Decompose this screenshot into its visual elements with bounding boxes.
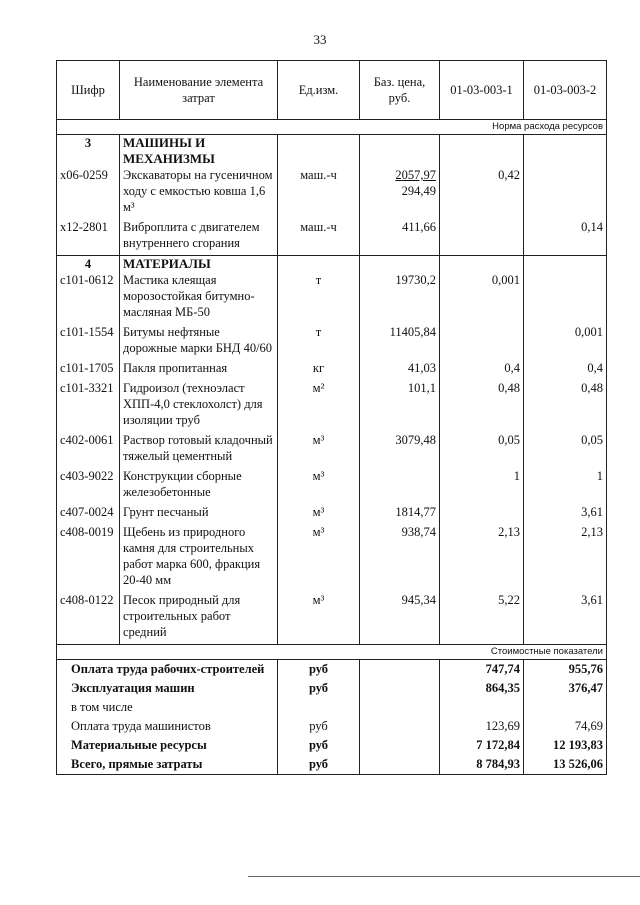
total-unit: руб (278, 717, 360, 736)
total-row (57, 679, 607, 698)
empty-cell (278, 256, 360, 273)
empty-cell (278, 135, 360, 168)
total-label: Материальные ресурсы (57, 736, 278, 755)
empty-cell (440, 256, 524, 273)
norm-note: Норма расхода ресурсов (57, 120, 607, 135)
resource-price: 3079,48 (360, 432, 440, 464)
empty-cell (360, 256, 440, 273)
table-row (57, 524, 607, 588)
section-title: МАТЕРИАЛЫ (120, 256, 278, 273)
section-title: МАШИНЫ И МЕХАНИЗМЫ (120, 135, 278, 168)
section-header-row (57, 135, 607, 168)
resource-price: 411,66 (360, 219, 440, 251)
resource-table (56, 60, 607, 775)
resource-code: с101-3321 (57, 380, 120, 428)
norm-value-1: 0,48 (440, 380, 524, 428)
total-value-1 (440, 698, 524, 717)
total-value-2: 74,69 (524, 717, 607, 736)
resource-code: х12-2801 (57, 219, 120, 251)
resource-price: 938,74 (360, 524, 440, 588)
table-row (57, 167, 607, 215)
resource-unit: м³ (278, 504, 360, 520)
resource-unit: т (278, 324, 360, 356)
norm-value-2 (524, 272, 607, 320)
price-secondary: 294,49 (401, 184, 436, 198)
norm-value-2: 0,001 (524, 324, 607, 356)
table-row (57, 219, 607, 251)
header-name: Наименование элемента затрат (120, 61, 278, 120)
resource-code: с101-0612 (57, 272, 120, 320)
norm-value-1: 1 (440, 468, 524, 500)
empty-cell (360, 717, 440, 736)
total-label: Оплата труда рабочих-строителей (57, 660, 278, 680)
table-row (57, 272, 607, 320)
header-col1: 01-03-003-1 (440, 61, 524, 120)
price-main: 2057,97 (395, 168, 436, 182)
table-row (57, 360, 607, 376)
total-unit: руб (278, 660, 360, 680)
resource-name: Гидроизол (техноэласт ХПП-4,0 стеклохолст) для изоляции труб (120, 380, 278, 428)
section-header-row (57, 256, 607, 273)
resource-code: с403-9022 (57, 468, 120, 500)
resource-name: Конструкции сборные железобетонные (120, 468, 278, 500)
norm-value-1: 0,05 (440, 432, 524, 464)
resource-unit: м³ (278, 432, 360, 464)
resource-price (360, 167, 440, 215)
total-unit (278, 698, 360, 717)
total-value-1: 747,74 (440, 660, 524, 680)
total-row (57, 755, 607, 775)
resource-name: Песок природный для строительных работ средний (120, 592, 278, 640)
total-value-2: 12 193,83 (524, 736, 607, 755)
empty-cell (524, 256, 607, 273)
resource-code: с101-1705 (57, 360, 120, 376)
resource-name: Пакля пропитанная (120, 360, 278, 376)
total-label: Эксплуатация машин (57, 679, 278, 698)
empty-cell (360, 135, 440, 168)
norm-value-2: 0,05 (524, 432, 607, 464)
norm-value-1: 0,42 (440, 167, 524, 215)
norm-value-2: 3,61 (524, 504, 607, 520)
norm-value-2: 0,4 (524, 360, 607, 376)
section-number: 3 (57, 135, 120, 168)
empty-cell (360, 736, 440, 755)
total-value-1: 7 172,84 (440, 736, 524, 755)
norm-value-2: 0,14 (524, 219, 607, 251)
resource-price: 41,03 (360, 360, 440, 376)
page-number: 33 (313, 32, 327, 47)
table-row (57, 592, 607, 640)
resource-name: Мастика клеящая морозостойкая битумно-масляная МБ-50 (120, 272, 278, 320)
norm-value-1: 0,4 (440, 360, 524, 376)
total-value-2: 376,47 (524, 679, 607, 698)
resource-name: Грунт песчаный (120, 504, 278, 520)
resource-unit: м³ (278, 468, 360, 500)
total-unit: руб (278, 755, 360, 775)
norm-value-2: 3,61 (524, 592, 607, 640)
norm-value-1 (440, 219, 524, 251)
table-row (57, 432, 607, 464)
resource-unit: маш.-ч (278, 167, 360, 215)
resource-name: Виброплита с двигателем внутреннего сгорания (120, 219, 278, 251)
total-value-2 (524, 698, 607, 717)
table-header-row (57, 61, 607, 120)
resource-price: 1814,77 (360, 504, 440, 520)
total-row (57, 736, 607, 755)
total-value-1: 8 784,93 (440, 755, 524, 775)
total-label: Оплата труда машинистов (57, 717, 278, 736)
header-col2: 01-03-003-2 (524, 61, 607, 120)
cost-note: Стоимостные показатели (57, 645, 607, 660)
norm-value-1 (440, 324, 524, 356)
empty-cell (360, 755, 440, 775)
resource-unit: маш.-ч (278, 219, 360, 251)
empty-cell (440, 135, 524, 168)
total-unit: руб (278, 679, 360, 698)
total-label: Всего, прямые затраты (57, 755, 278, 775)
norm-value-1: 2,13 (440, 524, 524, 588)
resource-code: х06-0259 (57, 167, 120, 215)
resource-name: Битумы нефтяные дорожные марки БНД 40/60 (120, 324, 278, 356)
resource-code: с408-0019 (57, 524, 120, 588)
section-number: 4 (57, 256, 120, 273)
resource-unit: м³ (278, 592, 360, 640)
norm-value-2: 0,48 (524, 380, 607, 428)
table-row (57, 468, 607, 500)
total-row (57, 698, 607, 717)
resource-name: Раствор готовый кладочный тяжелый цементный (120, 432, 278, 464)
table-row (57, 324, 607, 356)
resource-price: 11405,84 (360, 324, 440, 356)
resource-name: Щебень из природного камня для строительных работ марка 600, фракция 20-40 мм (120, 524, 278, 588)
header-code: Шифр (57, 61, 120, 120)
resource-unit: т (278, 272, 360, 320)
norm-value-1: 5,22 (440, 592, 524, 640)
norm-value-2 (524, 167, 607, 215)
cost-note-row (57, 645, 607, 660)
header-unit: Ед.изм. (278, 61, 360, 120)
norm-note-row (57, 120, 607, 135)
bottom-divider (248, 876, 640, 877)
empty-cell (360, 660, 440, 680)
total-value-2: 13 526,06 (524, 755, 607, 775)
resource-name: Экскаваторы на гусеничном ходу с емкостью ковша 1,6 м³ (120, 167, 278, 215)
resource-price: 101,1 (360, 380, 440, 428)
empty-cell (360, 679, 440, 698)
total-value-1: 123,69 (440, 717, 524, 736)
norm-value-1 (440, 504, 524, 520)
resource-code: с407-0024 (57, 504, 120, 520)
resource-price: 945,34 (360, 592, 440, 640)
resource-code: с402-0061 (57, 432, 120, 464)
total-label: в том числе (57, 698, 278, 717)
table-row (57, 380, 607, 428)
header-price: Баз. цена, руб. (360, 61, 440, 120)
empty-cell (360, 698, 440, 717)
resource-unit: м² (278, 380, 360, 428)
table-row (57, 504, 607, 520)
total-value-2: 955,76 (524, 660, 607, 680)
resource-unit: м³ (278, 524, 360, 588)
total-row (57, 717, 607, 736)
resource-price: 19730,2 (360, 272, 440, 320)
empty-cell (524, 135, 607, 168)
norm-value-2: 2,13 (524, 524, 607, 588)
norm-value-2: 1 (524, 468, 607, 500)
resource-unit: кг (278, 360, 360, 376)
resource-price (360, 468, 440, 500)
total-value-1: 864,35 (440, 679, 524, 698)
norm-value-1: 0,001 (440, 272, 524, 320)
total-row (57, 660, 607, 680)
resource-code: с101-1554 (57, 324, 120, 356)
resource-code: с408-0122 (57, 592, 120, 640)
total-unit: руб (278, 736, 360, 755)
